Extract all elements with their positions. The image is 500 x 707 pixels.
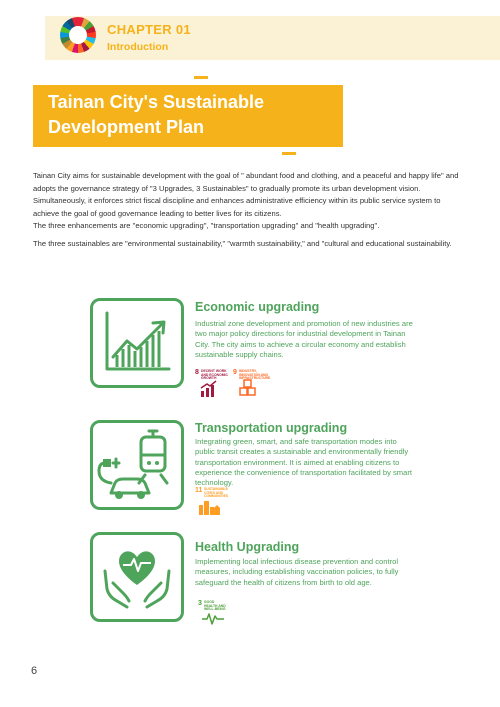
section-title-economic: Economic upgrading (195, 300, 320, 314)
sdg-9-badge (233, 369, 269, 397)
sdg-11-label: SUSTAINABLE CITIES AND COMMUNITIES (204, 487, 229, 499)
section-body-economic: Industrial zone development and promotion of new industries are two major policy directions for industrial development in Tainan City. The city aims to achieve a circular economy and establish sustainable supply chains. (195, 319, 413, 359)
sdg-3-label: GOOD HEALTH AND WELL-BEING (204, 600, 226, 612)
sdg-8-badge (195, 369, 229, 397)
section-title-transportation: Transportation upgrading (195, 421, 348, 435)
decorative-dash (194, 76, 208, 79)
sdg-wheel-icon (60, 17, 96, 53)
decorative-dash (282, 152, 296, 155)
city-icon (198, 497, 220, 515)
sdg-9-label: INDUSTRY, INNOVATION AND INFRASTRUCTURE (239, 369, 271, 381)
sdg-8-label: DECENT WORK AND ECONOMIC GROWTH (201, 369, 228, 381)
section-body-transportation: Integrating green, smart, and safe transportation modes into public transit creates a sustainable and environmentally friendly transportation environment. It is aimed at enabling citizens to experience the convenience of transportation facilitated by smart technology. (195, 437, 412, 488)
sdg-11-badge (195, 487, 227, 515)
sdg-9-number: 9 (233, 369, 237, 376)
section-title-health: Health Upgrading (195, 540, 300, 554)
trend-up-icon (200, 379, 218, 397)
hands-heart-icon (90, 532, 184, 622)
page-number: 6 (31, 665, 38, 677)
cubes-icon (239, 379, 257, 397)
page-title-line-1: Tainan City's Sustainable (48, 92, 264, 112)
page-title-line-2: Development Plan (48, 117, 205, 137)
page-title (48, 90, 338, 140)
sdg-11-number: 11 (195, 487, 203, 494)
sdg-3-badge (198, 600, 228, 628)
intro-paragraph-2: The three enhancements are "economic upgrading", "transportation upgrading" and "health upgrading". (33, 221, 380, 230)
chapter-subtitle: Introduction (107, 41, 169, 53)
sdg-3-number: 3 (198, 600, 202, 607)
chapter-label: CHAPTER 01 (107, 22, 191, 37)
sdg-8-number: 8 (195, 369, 199, 376)
growth-chart-icon (90, 298, 184, 388)
heartbeat-icon (201, 610, 225, 626)
intro-paragraph-3: The three sustainables are "environmental sustainability," "warmth sustainability," and "cultural and educational sustainability. (33, 239, 452, 248)
train-and-electric-car-icon (90, 420, 184, 510)
intro-paragraph-1: Tainan City aims for sustainable development with the goal of " abundant food and clothing, and a peaceful and happy life" and adopts the governance strategy of "3 Upgrades, 3 Sustainables" to gradually promote its urban development vision. Simultaneously, it enforces strict fiscal discipline and enhances administrative efficiency within its public service system to achieve the goal of good governance leading to better lives for its citizens. (33, 171, 459, 218)
section-body-health: Implementing local infectious disease prevention and control measures, including establishing vaccination policies, to fully safeguard the health of citizens from birth to old age. (195, 557, 399, 587)
